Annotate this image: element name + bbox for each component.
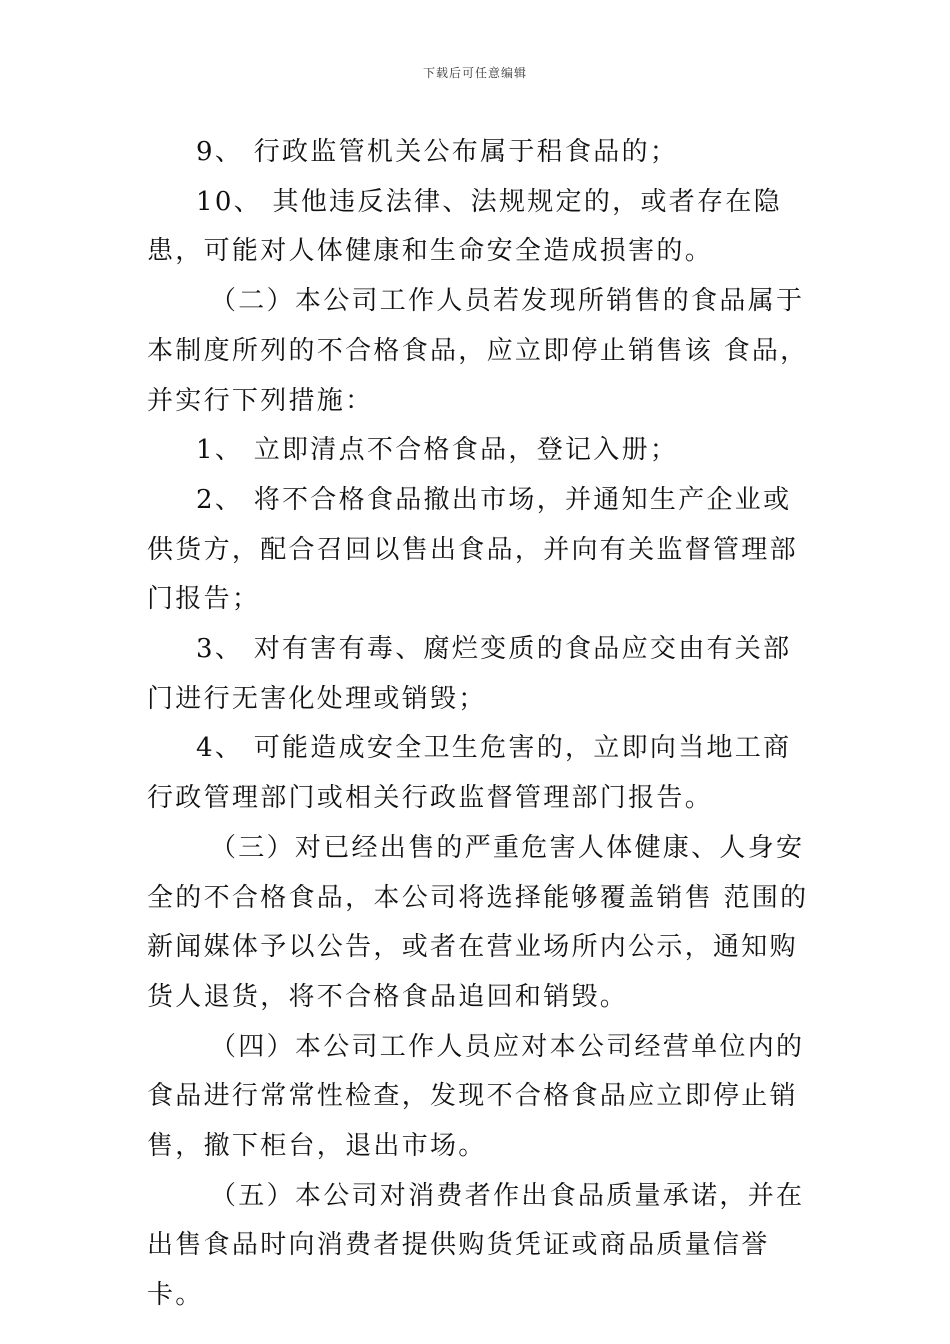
paragraph-measure-3: 3、 对有害有毒、腐烂变质的食品应交由有关部门进行无害化处理或销毁； xyxy=(147,634,792,714)
paragraph-item-10: 10、 其他违反法律、法规规定的，或者存在隐患，可能对人体健康和生命安全造成损害的。 xyxy=(147,186,782,267)
document-body xyxy=(147,128,811,1321)
paragraph-item-9: 9、 行政监管机关公布属于稆食品的； xyxy=(196,137,679,167)
header-note: 下载后可任意编辑 xyxy=(422,66,527,80)
paragraph-measure-2: 2、 将不合格食品撤出市场，并通知生产企业或供货方，配合召回以售出食品，并向有关监督管理部门报告； xyxy=(147,484,798,615)
paragraph-section-5: （五）本公司对消费者作出食品质量承诺，并在出售食品时向消费者提供购货凭证或商品质量信誉卡。 xyxy=(147,1180,805,1311)
paragraph-measure-1: 1、 立即清点不合格食品，登记入册； xyxy=(196,435,679,466)
paragraph-section-2: （二）本公司工作人员若发现所销售的食品属于本制度所列的不合格食品，应立即停止销售该 食品，并实行下列措施： xyxy=(147,286,809,416)
paragraph-section-3: （三）对已经出售的严重危害人体健康、人身安全的不合格食品，本公司将选择能够覆盖销售 范围的新闻媒体予以公告，或者在营业场所内公示，通知购货人退货，将不合格食品追回和销毁。 xyxy=(147,832,809,1012)
paragraph-measure-4: 4、 可能造成安全卫生危害的，立即向当地工商行政管理部门或相关行政监督管理部门报告。 xyxy=(147,733,792,814)
paragraph-section-4: （四）本公司工作人员应对本公司经营单位内的食品进行常常性检查，发现不合格食品应立即停止销售，撤下柜台，退出市场。 xyxy=(147,1031,805,1162)
